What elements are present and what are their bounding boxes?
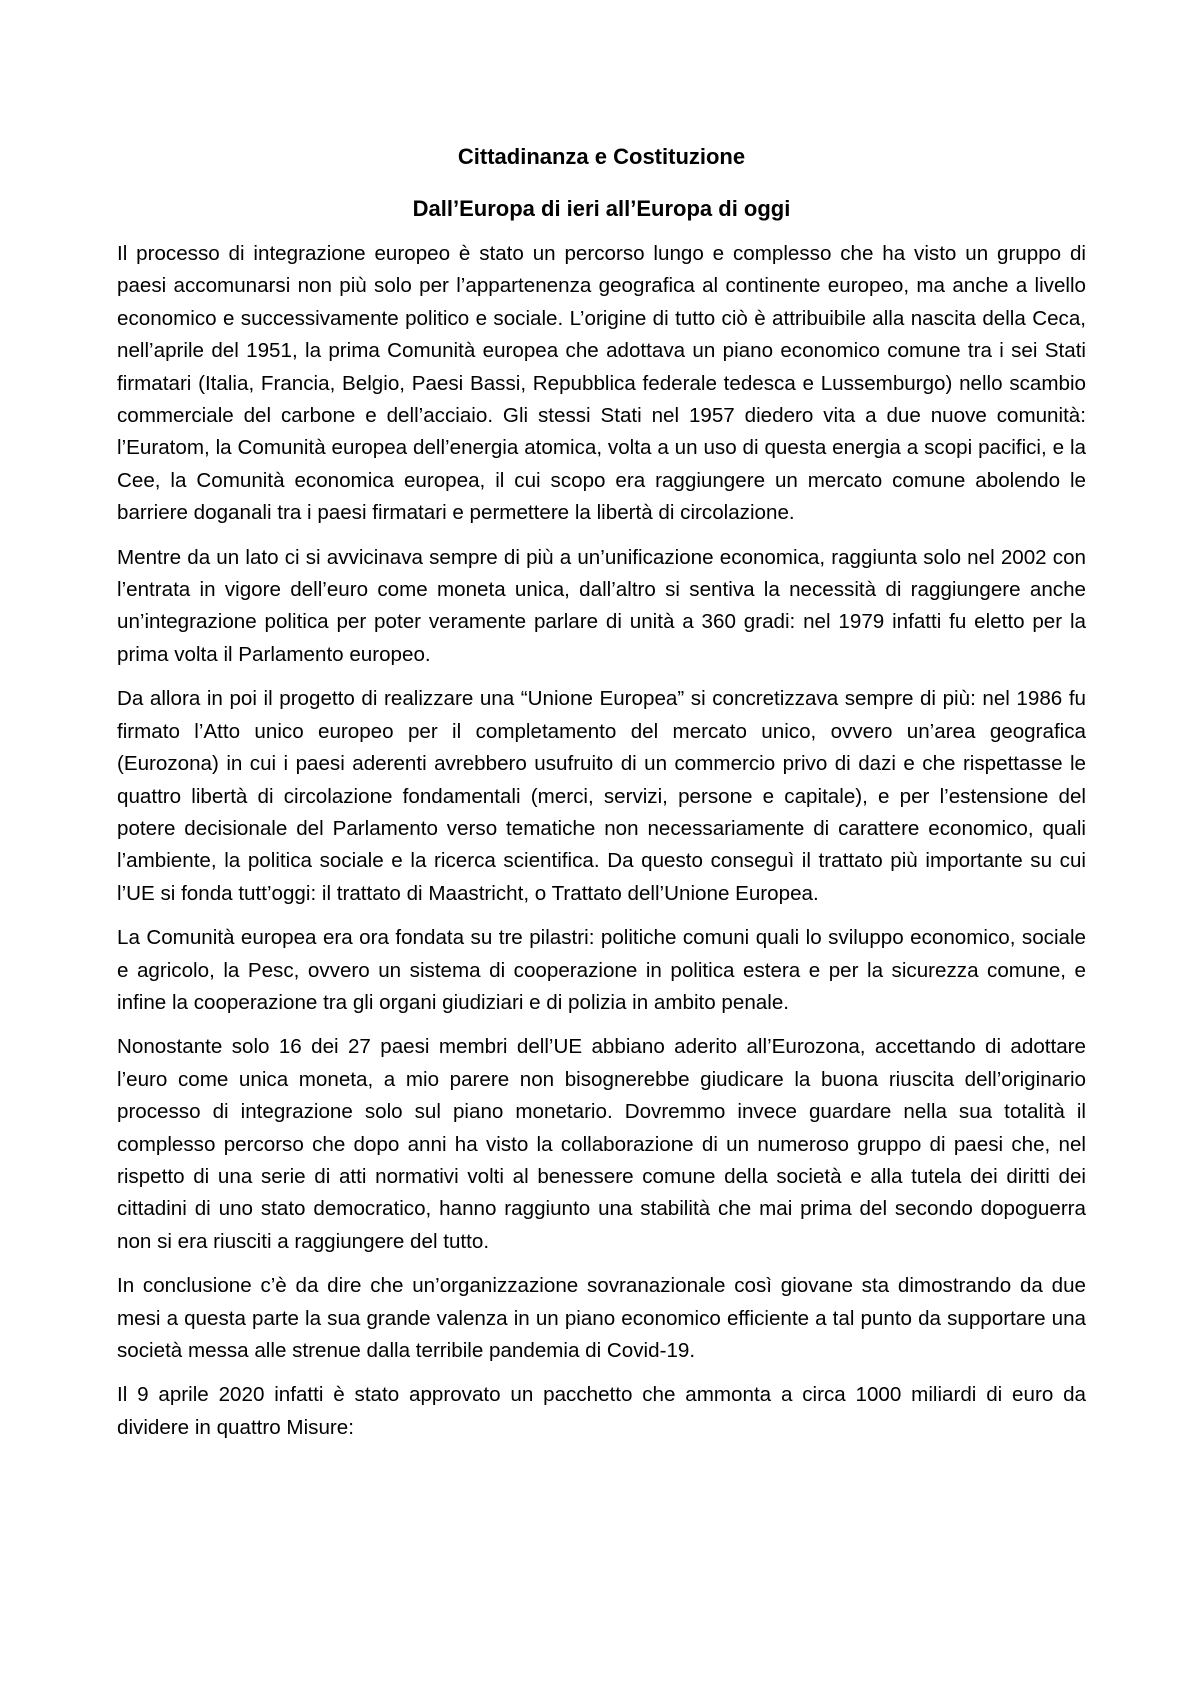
paragraph-5: Nonostante solo 16 dei 27 paesi membri dell’UE abbiano aderito all’Eurozona, accettando di adottare l’euro come unica moneta, a mio parere non bisognerebbe giudicare la buona riuscita dell’originario processo di integrazione solo sul piano monetario. Dovremmo invece guardare nella sua totalità il complesso percorso che dopo anni ha visto la collaborazione di un numeroso gruppo di paesi che, nel rispetto di una serie di atti normativi volti al benessere comune della società e alla tutela dei diritti dei cittadini di uno stato democratico, hanno raggiunto una stabilità che mai prima del secondo dopoguerra non si era riusciti a raggiungere del tutto. [117, 1035, 1086, 1253]
paragraph-1: Il processo di integrazione europeo è stato un percorso lungo e complesso che ha visto un gruppo di paesi accomunarsi non più solo per l’appartenenza geografica al continente europeo, ma anche a livello economico e successivamente politico e sociale. L’origine di tutto ciò è attribuibile alla nascita della Ceca, nell’aprile del 1951, la prima Comunità europea che adottava un piano economico comune tra i sei Stati firmatari (Italia, Francia, Belgio, Paesi Bassi, Repubblica federale tedesca e Lussemburgo) nello scambio commerciale del carbone e dell’acciaio. Gli stessi Stati nel 1957 diedero vita a due nuove comunità: l’Euratom, la Comunità europea dell’energia atomica, volta a un uso di questa energia a scopi pacifici, e la Cee, la Comunità economica europea, il cui scopo era raggiungere un mercato comune abolendo le barriere doganali tra i paesi firmatari e permettere la libertà di circolazione. [117, 242, 1086, 525]
paragraph-2: Mentre da un lato ci si avvicinava sempre di più a un’unificazione economica, raggiunta solo nel 2002 con l’entrata in vigore dell’euro come moneta unica, dall’altro si sentiva la necessità di raggiungere anche un’integrazione politica per poter veramente parlare di unità a 360 gradi: nel 1979 infatti fu eletto per la prima volta il Parlamento europeo. [117, 545, 1086, 666]
paragraph-3: Da allora in poi il progetto di realizzare una “Unione Europea” si concretizzava sempre di più: nel 1986 fu firmato l’Atto unico europeo per il completamento del mercato unico, ovvero un’area geografica (Eurozona) in cui i paesi aderenti avrebbero usufruito di un commercio privo di dazi e che rispettasse le quattro libertà di circolazione fondamentali (merci, servizi, persone e capitale), e per l’estensione del potere decisionale del Parlamento verso tematiche non necessariamente di carattere economico, quali l’ambiente, la politica sociale e la ricerca scientifica. Da questo conseguì il trattato più importante su cui l’UE si fonda tutt’oggi: il trattato di Maastricht, o Trattato dell’Unione Europea. [117, 687, 1086, 905]
paragraph-6: In conclusione c’è da dire che un’organizzazione sovranazionale così giovane sta dimostrando da due mesi a questa parte la sua grande valenza in un piano economico efficiente a tal punto da supportare una società messa alle strenue dalla terribile pandemia di Covid-19. [117, 1274, 1086, 1362]
document-subtitle: Dall’Europa di ieri all’Europa di oggi [412, 196, 791, 221]
document-body [117, 142, 1086, 1456]
document-title: Cittadinanza e Costituzione [457, 144, 746, 169]
paragraph-7: Il 9 aprile 2020 infatti è stato approvato un pacchetto che ammonta a circa 1000 miliardi di euro da dividere in quattro Misure: [117, 1383, 1086, 1439]
paragraph-4: La Comunità europea era ora fondata su tre pilastri: politiche comuni quali lo sviluppo economico, sociale e agricolo, la Pesc, ovvero un sistema di cooperazione in politica estera e per la sicurezza comune, e infine la cooperazione tra gli organi giudiziari e di polizia in ambito penale. [117, 926, 1086, 1014]
